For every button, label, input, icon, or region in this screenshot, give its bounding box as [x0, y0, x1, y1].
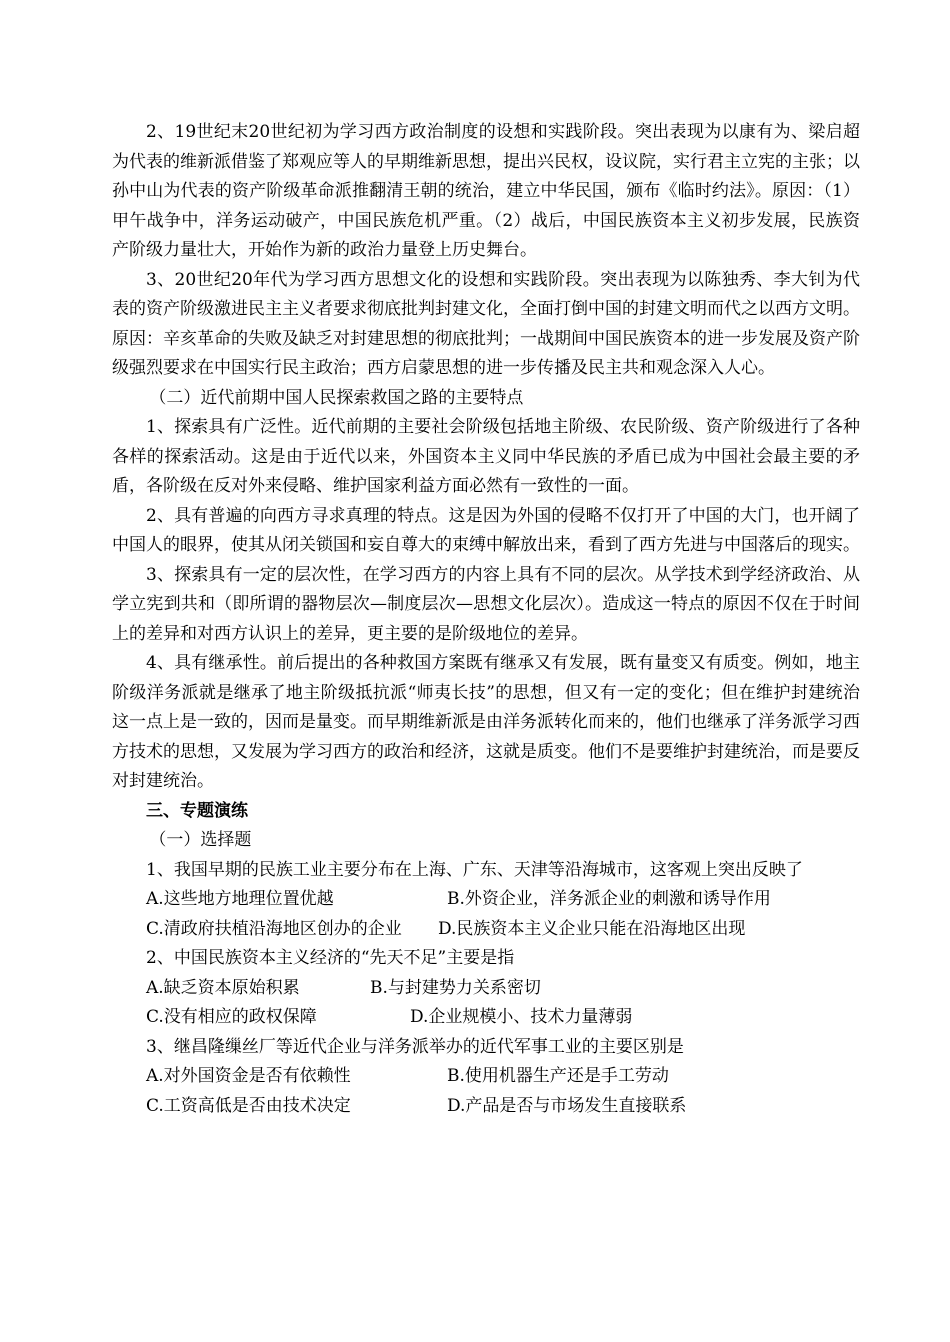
question-3-option-a: A.对外国资金是否有依赖性 — [146, 1066, 351, 1086]
question-2-option-a: A.缺乏资本原始积累 — [146, 977, 300, 998]
question-3-option-b: B.使用机器生产还是手工劳动 — [447, 1066, 669, 1086]
paragraph-political-stage: 2、19世纪末20世纪初为学习西方政治制度的设想和实践阶段。突出表现为以康有为、梁启超为代表的维新派借鉴了郑观应等人的早期维新思想，提出兴民权，设议院，实行君主立宪的主张；以孙中山为代表的资产阶级革命派推翻清王朝的统治，建立中华民国，颁布《临时约法》。原因：（1）甲午战争中，洋务运动破产，中国民族危机严重。（2）战后，中国民族资本主义初步发展，民族资产阶级力量壮大，开始作为新的政治力量登上历史舞台。 — [112, 122, 860, 260]
paragraph-feature-4: 4、具有继承性。前后提出的各种救国方案既有继承又有发展，既有量变又有质变。例如，地主阶级洋务派就是继承了地主阶级抵抗派“师夷长技”的思想，但又有一定的变化；但在维护封建统治这一点上是一致的，因而是量变。而早期维新派是由洋务派转化而来的，他们也继承了洋务派学习西方技术的思想，又发展为学习西方的政治和经济，这就是质变。他们不是要维护封建统治，而是要反对封建统治。 — [112, 653, 860, 791]
question-1-stem: 1、我国早期的民族工业主要分布在上海、广东、天津等沿海城市，这客观上突出反映了 — [146, 859, 803, 880]
section-title-exercises: 三、专题演练 — [146, 800, 248, 821]
subsection-multiple-choice: （一）选择题 — [149, 830, 252, 850]
question-2-option-d: D.企业规模小、技术力量薄弱 — [410, 1007, 633, 1027]
question-3-option-c: C.工资高低是否由技术决定 — [146, 1095, 351, 1116]
paragraph-feature-1: 1、探索具有广泛性。近代前期的主要社会阶级包括地主阶级、农民阶级、资产阶级进行了各种各样的探索活动。这是由于近代以来，外国资本主义同中华民族的矛盾已成为中国社会最主要的矛盾，各阶级在反对外来侵略、维护国家利益方面必然有一致性的一面。 — [112, 417, 860, 496]
question-1-option-c: C.清政府扶植沿海地区创办的企业 — [146, 918, 402, 939]
section-heading-features: （二）近代前期中国人民探索救国之路的主要特点 — [149, 387, 524, 408]
question-1-option-b: B.外资企业，洋务派企业的刺激和诱导作用 — [447, 889, 771, 909]
question-2-options-row-1 — [112, 974, 860, 1004]
question-1-options-row-2 — [112, 915, 860, 945]
document-body — [112, 118, 860, 1121]
question-3-options-row-1 — [112, 1062, 860, 1092]
question-1-options-row-1 — [112, 885, 860, 915]
question-2-options-row-2 — [112, 1003, 860, 1033]
question-1-option-a: A.这些地方地理位置优越 — [146, 889, 334, 909]
paragraph-cultural-stage: 3、20世纪20年代为学习西方思想文化的设想和实践阶段。突出表现为以陈独秀、李大钊为代表的资产阶级激进民主主义者要求彻底批判封建文化，全面打倒中国的封建文明而代之以西方文明。原因：辛亥革命的失败及缺乏对封建思想的彻底批判；一战期间中国民族资本的进一步发展及资产阶级强烈要求在中国实行民主政治；西方启蒙思想的进一步传播及民主共和观念深入人心。 — [112, 269, 860, 378]
question-2-stem: 2、中国民族资本主义经济的“先天不足”主要是指 — [146, 948, 515, 968]
question-2-option-b: B.与封建势力关系密切 — [370, 977, 541, 998]
question-1-option-d: D.民族资本主义企业只能在沿海地区出现 — [438, 918, 746, 939]
question-2-option-c: C.没有相应的政权保障 — [146, 1007, 317, 1027]
question-3-option-d: D.产品是否与市场发生直接联系 — [447, 1095, 687, 1116]
paragraph-feature-2: 2、具有普遍的向西方寻求真理的特点。这是因为外国的侵略不仅打开了中国的大门，也开阔了中国人的眼界，使其从闭关锁国和妄自尊大的束缚中解放出来，看到了西方先进与中国落后的现实。 — [112, 505, 860, 555]
question-3-options-row-2 — [112, 1092, 860, 1122]
paragraph-feature-3: 3、探索具有一定的层次性，在学习西方的内容上具有不同的层次。从学技术到学经济政治、从学立宪到共和（即所谓的器物层次—制度层次—思想文化层次）。造成这一特点的原因不仅在于时间上的差异和对西方认识上的差异，更主要的是阶级地位的差异。 — [112, 564, 860, 644]
question-3-stem: 3、继昌隆缫丝厂等近代企业与洋务派举办的近代军事工业的主要区别是 — [146, 1036, 684, 1057]
